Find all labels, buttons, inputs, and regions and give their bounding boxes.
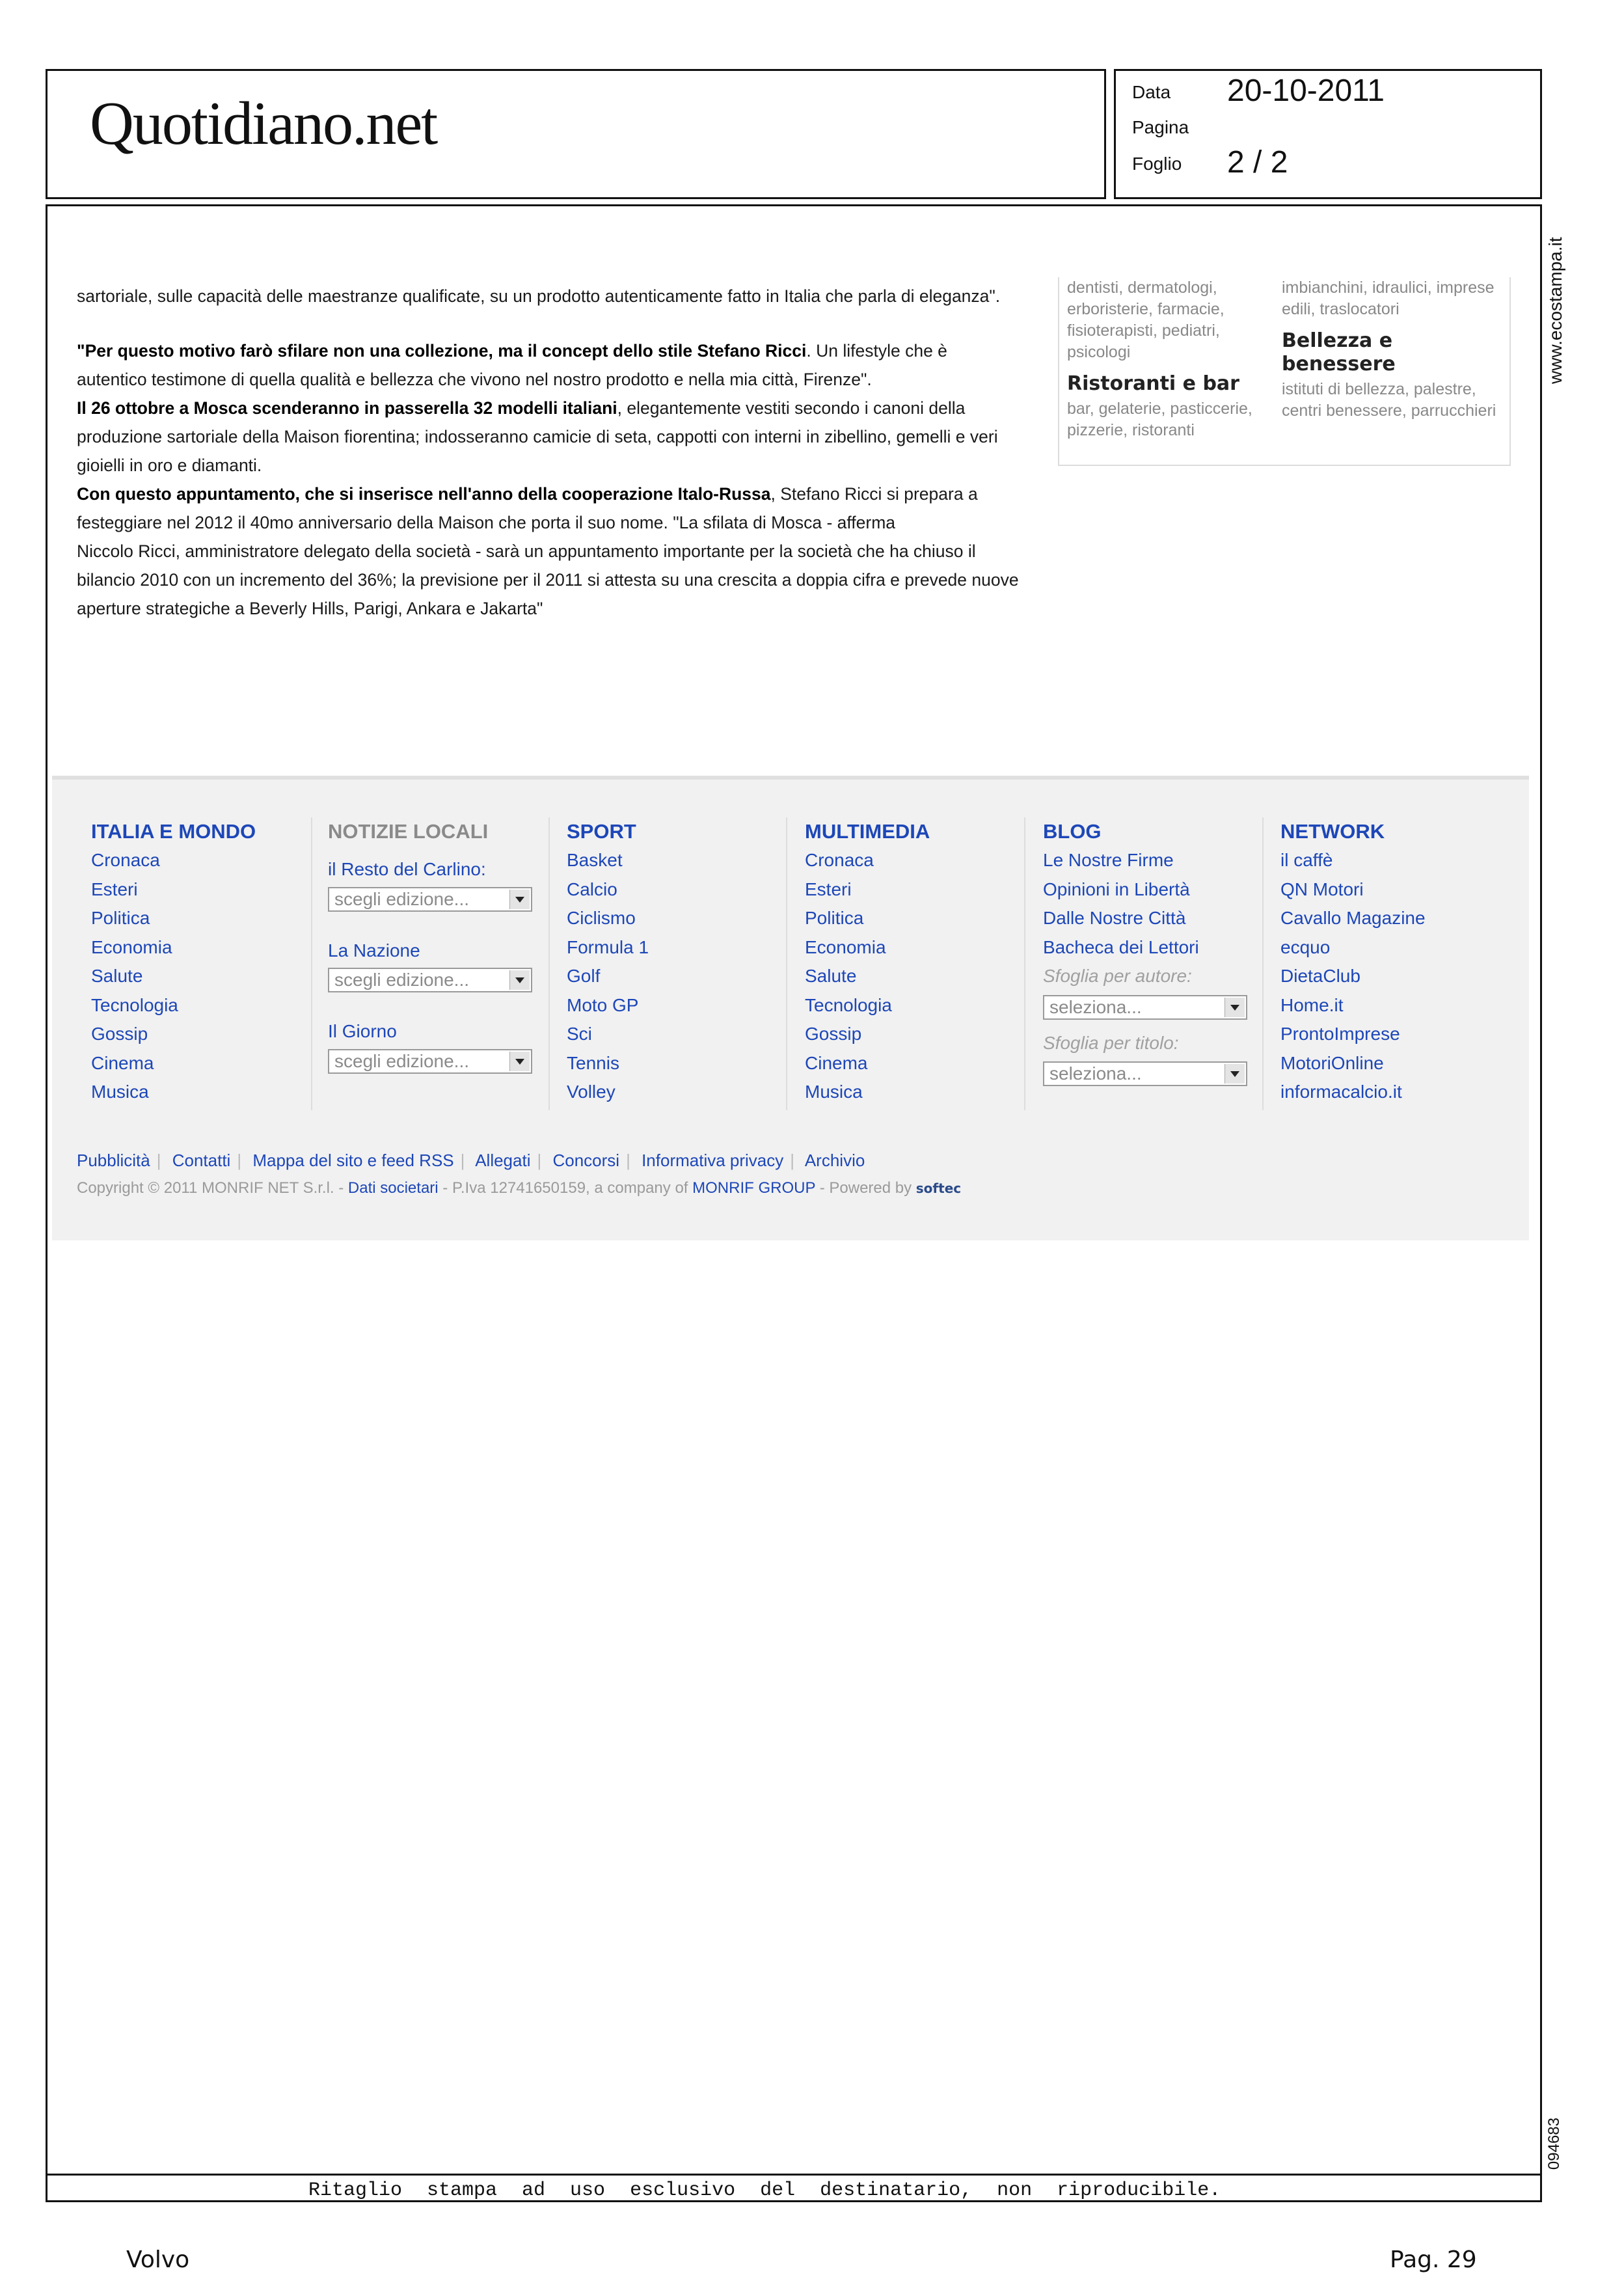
footer-link[interactable]: QN Motori — [1280, 879, 1364, 899]
pagina-label: Pagina — [1132, 117, 1189, 137]
footer-link[interactable]: Gossip — [91, 1024, 148, 1044]
footer-link[interactable]: Opinioni in Libertà — [1043, 879, 1190, 899]
footer-link[interactable]: Tecnologia — [91, 994, 178, 1015]
foglio-value: 2 / 2 — [1227, 145, 1288, 180]
link-concorsi[interactable]: Concorsi — [552, 1151, 620, 1170]
footer-link[interactable]: Calcio — [567, 879, 617, 899]
link-dati-societari[interactable]: Dati societari — [347, 1179, 439, 1197]
link-privacy[interactable]: Informativa privacy — [642, 1151, 784, 1170]
footer-link[interactable]: Cronaca — [91, 850, 160, 870]
footer-bottom-links: Pubblicità | Contatti | Mappa del sito e feed RSS | Allegati | Concorsi | Informativa privacy | Archivio — [77, 1151, 865, 1170]
chevron-down-icon — [509, 970, 530, 990]
link-pubblicita[interactable]: Pubblicità — [77, 1151, 150, 1170]
frame-footer-divider — [46, 2174, 1542, 2176]
footer-link[interactable]: Golf — [567, 966, 601, 986]
page-footer-client: Volvo — [126, 2246, 190, 2273]
footer-link[interactable]: Economia — [805, 936, 886, 957]
footer-link[interactable]: Musica — [805, 1082, 863, 1102]
footer-link[interactable]: Salute — [91, 966, 143, 986]
edition-link-giorno[interactable]: Il Giorno — [328, 1021, 397, 1041]
category-column-2 — [1282, 277, 1503, 422]
footer-link[interactable]: Politica — [805, 908, 864, 928]
edition-link-nazione[interactable]: La Nazione — [328, 940, 420, 961]
footer-column-italia — [91, 817, 312, 1107]
category-column-1 — [1067, 277, 1274, 441]
title-select[interactable]: seleziona... — [1043, 1061, 1247, 1086]
browse-by-title-label: Sfoglia per titolo: — [1043, 1032, 1179, 1053]
footer-column-multimedia — [805, 817, 1026, 1107]
article-paragraph-1: sartoriale, sulle capacità delle maestranze qualificate, su un prodotto autenticamente fatto in Italia che parla di eleganza". — [77, 286, 1001, 306]
footer-link[interactable]: Dalle Nostre Città — [1043, 908, 1186, 928]
footer-column-notizie — [328, 817, 549, 1099]
edition-select-nazione[interactable]: scegli edizione... — [328, 968, 532, 992]
copyright-line: Copyright © 2011 MONRIF NET S.r.l. - Dati societari - P.Iva 12741650159, a company of MONRIF GROUP - Powered by softec — [77, 1179, 962, 1197]
newspaper-logo: Quotidiano.net — [90, 90, 437, 157]
footer-column-network — [1280, 817, 1502, 1107]
category-ristoranti-list[interactable]: bar, gelaterie, pasticcerie, pizzerie, ristoranti — [1067, 400, 1252, 439]
footer-link[interactable]: informacalcio.it — [1280, 1082, 1402, 1102]
chevron-down-icon — [509, 1052, 530, 1071]
footer-heading-italia[interactable]: ITALIA E MONDO — [91, 820, 256, 843]
link-mappa-sito[interactable]: Mappa del sito e feed RSS — [252, 1151, 454, 1170]
data-label: Data — [1132, 82, 1171, 102]
footer-link[interactable]: Moto GP — [567, 994, 639, 1015]
side-code: 094683 — [1545, 2118, 1563, 2170]
footer-link[interactable]: Le Nostre Firme — [1043, 850, 1174, 870]
footer-link[interactable]: Volley — [567, 1082, 616, 1102]
footer-link[interactable]: Cinema — [91, 1052, 154, 1073]
category-health-list[interactable]: dentisti, dermatologi, erboristerie, farmacie, fisioterapisti, pediatri, psicologi — [1067, 279, 1225, 361]
footer-link[interactable]: Ciclismo — [567, 908, 636, 928]
category-box — [1058, 277, 1511, 466]
article-paragraph-5: Niccolo Ricci, amministratore delegato della società - sarà un appuntamento importante per la società che ha chiuso il bilancio 2010 con un incremento del 36%; la previsione per il 2011 si attesta su una crescita a doppia cifra e prevede nuove aperture strategiche a Beverly Hills, Parigi, Ankara e Jakarta" — [77, 541, 1019, 618]
footer-link[interactable]: Politica — [91, 908, 150, 928]
page-footer-number: Pag. 29 — [1390, 2246, 1477, 2273]
link-contatti[interactable]: Contatti — [172, 1151, 231, 1170]
footer-link[interactable]: Sci — [567, 1024, 592, 1044]
article-paragraph-3: Il 26 ottobre a Mosca scenderanno in passerella 32 modelli italiani, elegantemente vestiti secondo i canoni della produzione sartoriale della Maison fiorentina; indosseranno camicie di seta, cappotti con interni in zibellino, gemelli e veri gioielli in oro e diamanti. — [77, 398, 998, 475]
clipping-notice: Ritaglio stampa ad uso esclusivo del destinatario, non riproducibile. — [308, 2179, 1221, 2202]
footer-link[interactable]: ProntoImprese — [1280, 1024, 1400, 1044]
footer-heading-sport[interactable]: SPORT — [567, 820, 636, 843]
chevron-down-icon — [1225, 998, 1245, 1017]
footer-link[interactable]: Home.it — [1280, 994, 1344, 1015]
footer-column-sport — [567, 817, 788, 1107]
category-title-ristoranti[interactable]: Ristoranti e bar — [1067, 372, 1239, 395]
footer-link[interactable]: Cavallo Magazine — [1280, 908, 1426, 928]
edition-select-giorno[interactable]: scegli edizione... — [328, 1049, 532, 1074]
footer-link[interactable]: Gossip — [805, 1024, 862, 1044]
browse-by-author-label: Sfoglia per autore: — [1043, 966, 1192, 986]
footer-link[interactable]: ecquo — [1280, 936, 1331, 957]
footer-link[interactable]: Tennis — [567, 1052, 619, 1073]
chevron-down-icon — [509, 890, 530, 909]
article-paragraph-2: "Per questo motivo farò sfilare non una collezione, ma il concept dello stile Stefano Ricci. Un lifestyle che è autentico testimone di quella qualità e bellezza che vivono nel nostro prodotto e nella mia città, Firenze". — [77, 341, 947, 389]
footer-link[interactable]: Bacheca dei Lettori — [1043, 936, 1199, 957]
footer-link[interactable]: Basket — [567, 850, 623, 870]
category-casa-list[interactable]: imbianchini, idraulici, imprese edili, traslocatori — [1282, 279, 1495, 318]
footer-link[interactable]: Cinema — [805, 1052, 868, 1073]
footer-link[interactable]: MotoriOnline — [1280, 1052, 1384, 1073]
footer-heading-multimedia[interactable]: MULTIMEDIA — [805, 820, 930, 843]
footer-link[interactable]: Economia — [91, 936, 172, 957]
footer-heading-blog[interactable]: BLOG — [1043, 820, 1102, 843]
footer-link[interactable]: Cronaca — [805, 850, 874, 870]
category-title-bellezza[interactable]: Bellezza e benessere — [1282, 329, 1396, 375]
footer-link[interactable]: Esteri — [805, 879, 852, 899]
author-select[interactable]: seleziona... — [1043, 995, 1247, 1020]
footer-heading-notizie: NOTIZIE LOCALI — [328, 820, 489, 843]
footer-heading-network[interactable]: NETWORK — [1280, 820, 1385, 843]
footer-link[interactable]: Tecnologia — [805, 994, 892, 1015]
footer-link[interactable]: Salute — [805, 966, 857, 986]
category-bellezza-list[interactable]: istituti di bellezza, palestre, centri benessere, parrucchieri — [1282, 380, 1496, 420]
foglio-label: Foglio — [1132, 154, 1182, 174]
link-monrif-group[interactable]: MONRIF GROUP — [692, 1179, 816, 1197]
footer-link[interactable]: Formula 1 — [567, 936, 649, 957]
data-value: 20-10-2011 — [1227, 74, 1385, 108]
side-url: www.ecostampa.it — [1545, 237, 1565, 384]
link-archivio[interactable]: Archivio — [804, 1151, 865, 1170]
footer-link[interactable]: Musica — [91, 1082, 149, 1102]
link-allegati[interactable]: Allegati — [475, 1151, 531, 1170]
footer-column-blog — [1043, 817, 1264, 1095]
softec-logo[interactable]: softec — [915, 1180, 962, 1196]
edition-link-carlino[interactable]: il Resto del Carlino: — [328, 859, 486, 879]
footer-link[interactable]: il caffè — [1280, 850, 1333, 870]
footer-link[interactable]: DietaClub — [1280, 966, 1360, 986]
footer-link[interactable]: Esteri — [91, 879, 138, 899]
article-body — [77, 282, 1020, 623]
chevron-down-icon — [1225, 1064, 1245, 1084]
edition-select-carlino[interactable]: scegli edizione... — [328, 887, 532, 912]
article-paragraph-4: Con questo appuntamento, che si inserisce nell'anno della cooperazione Italo-Russa, Stefano Ricci si prepara a festeggiare nel 2012 il 40mo anniversario della Maison che porta il suo nome. "La sfilata di Mosca - afferma — [77, 484, 978, 532]
